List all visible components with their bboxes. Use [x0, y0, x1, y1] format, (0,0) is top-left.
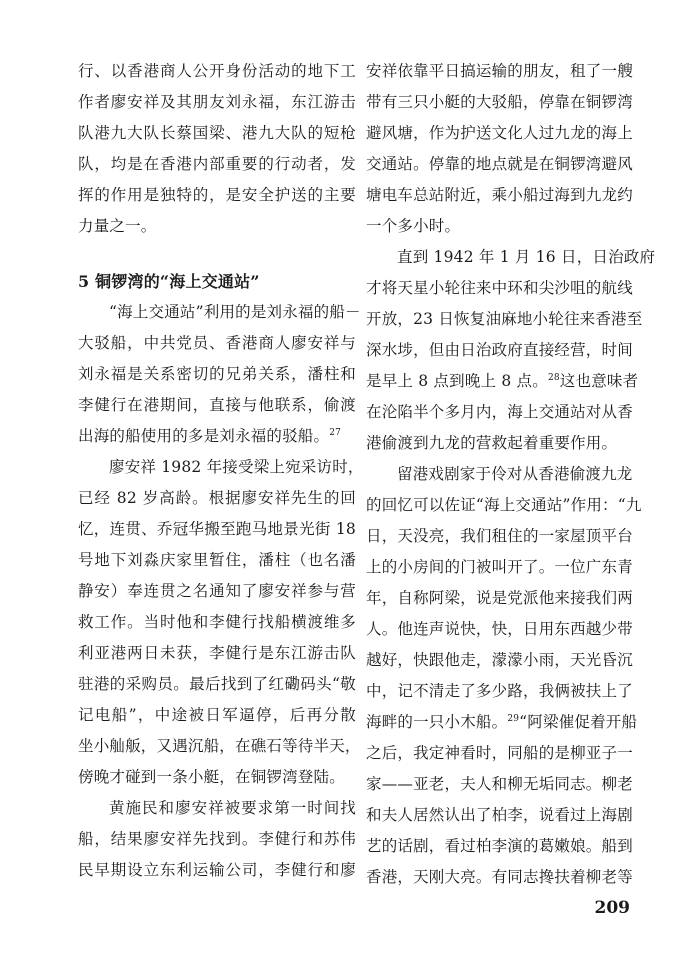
text-line: 在沦陷半个多月内，海上交通站对从香 — [366, 403, 633, 421]
text-line: 记电船”，中途被日军逼停，后再分散 — [78, 706, 356, 724]
text-line — [366, 366, 639, 397]
text-line: 安祥依靠平日搞运输的朋友，租了一艘 — [366, 62, 633, 80]
text-line: 忆，连贯、乔冠华搬至跑马地景光街 18 — [78, 520, 356, 538]
text-line — [78, 421, 356, 452]
text-line: 傍晚才碰到一条小艇，在铜锣湾登陆。 — [78, 768, 345, 786]
text-line: 日，天没亮，我们租住的一家屋顶平台 — [366, 527, 633, 545]
text-fragment: 海畔的一只小木船。 — [366, 713, 508, 731]
text-line: 作者廖安祥及其朋友刘永福，东江游击 — [78, 93, 356, 111]
footnote-ref: 29 — [507, 713, 520, 724]
text-line: 的回忆可以佐证“海上交通站”作用：“九 — [366, 496, 642, 514]
text-fragment: “阿梁催促着开船 — [519, 713, 638, 731]
text-fragment: 这也意味者 — [559, 372, 639, 390]
text-line: 香港，天刚大亮。有同志搀扶着柳老等 — [366, 868, 633, 886]
text-line: 带有三只小艇的大驳船，停靠在铜锣湾 — [366, 93, 633, 111]
footnote-ref: 28 — [547, 372, 560, 383]
text-line: 塘电车总站附近，乘小船过海到九龙约 — [366, 186, 633, 204]
text-line: 中，记不清走了多少路，我俩被扶上了 — [366, 682, 633, 700]
text-line: 才将天星小轮往来中环和尖沙咀的航线 — [366, 279, 633, 297]
text-line: “海上交通站”利用的是刘永福的船－ — [109, 303, 361, 321]
text-line: 一个多小时。 — [366, 217, 461, 235]
text-line: 静安）奉连贯之名通知了廖安祥参与营 — [78, 582, 356, 600]
text-line: 港偷渡到九龙的营救起着重要作用。 — [366, 434, 618, 452]
text-line: 年，自称阿梁，说是党派他来接我们两 — [366, 589, 633, 607]
right-column — [366, 56, 656, 893]
section-gap — [78, 242, 356, 266]
text-line: 黄施民和廖安祥被要求第一时间找 — [109, 799, 356, 817]
text-line: 救工作。当时他和李健行找船横渡维多 — [78, 613, 356, 631]
text-line: 民早期设立东利运输公司，李健行和廖 — [78, 861, 356, 879]
text-line: 和夫人居然认出了柏李，说看过上海剧 — [366, 806, 633, 824]
text-fragment: 出海的船使用的多是刘永福的驳船。 — [78, 427, 330, 445]
text-line: 家——亚老，夫人和柳无垢同志。柳老 — [366, 775, 633, 793]
text-line: 已经 82 岁高龄。根据廖安祥先生的回 — [78, 489, 356, 507]
text-line: 船，结果廖安祥先找到。李健行和苏伟 — [78, 830, 356, 848]
text-line: 队港九大队长蔡国梁、港九大队的短枪 — [78, 124, 356, 142]
text-line: 利亚港两日未获，李健行是东江游击队 — [78, 644, 356, 662]
text-line: 号地下刘淼庆家里暂住，潘柱（也名潘 — [78, 551, 356, 569]
page-number: 209 — [594, 898, 630, 918]
section-heading: 5 铜锣湾的“海上交通站” — [78, 272, 260, 291]
text-line: 挥的作用是独特的，是安全护送的主要 — [78, 186, 356, 204]
text-line: 避风塘，作为护送文化人过九龙的海上 — [366, 124, 633, 142]
text-line: 刘永福是关系密切的兄弟关系，潘柱和 — [78, 365, 356, 383]
text-line: 人。他连声说快，快，日用东西越少带 — [366, 620, 633, 638]
text-line: 留港戏剧家于伶对从香港偷渡九龙 — [397, 465, 633, 483]
text-line: 直到 1942 年 1 月 16 日，日治政府 — [397, 248, 656, 266]
text-line: 力量之一。 — [78, 217, 157, 235]
text-line: 大驳船，中共党员、香港商人廖安祥与 — [78, 334, 356, 352]
text-line: 队，均是在香港内部重要的行动者，发 — [78, 155, 356, 173]
text-line: 交通站。停靠的地点就是在铜锣湾避风 — [366, 155, 633, 173]
footnote-ref: 27 — [329, 427, 342, 438]
left-column — [78, 56, 364, 886]
text-line — [366, 707, 638, 738]
text-line: 开放，23 日恢复油麻地小轮往来香港至 — [366, 310, 643, 328]
text-line: 越好，快跟他走，濛濛小雨，天光昏沉 — [366, 651, 633, 669]
text-line: 驻港的采购员。最后找到了红磡码头“敬 — [78, 675, 356, 693]
text-line: 上的小房间的门被叫开了。一位广东青 — [366, 558, 633, 576]
text-line: 行、以香港商人公开身份活动的地下工 — [78, 62, 356, 80]
text-line: 之后，我定神看时，同船的是柳亚子一 — [366, 744, 633, 762]
text-line: 廖安祥 1982 年接受梁上宛采访时， — [109, 458, 364, 476]
text-fragment: 是早上 8 点到晚上 8 点。 — [366, 372, 548, 390]
text-line: 艺的话剧，看过柏李演的葛嫩娘。船到 — [366, 837, 633, 855]
text-line: 李健行在港期间，直接与他联系，偷渡 — [78, 396, 356, 414]
text-line: 坐小舢舨，又遇沉船，在礁石等待半天， — [78, 737, 361, 755]
text-line: 深水埗，但由日治政府直接经营，时间 — [366, 341, 633, 359]
